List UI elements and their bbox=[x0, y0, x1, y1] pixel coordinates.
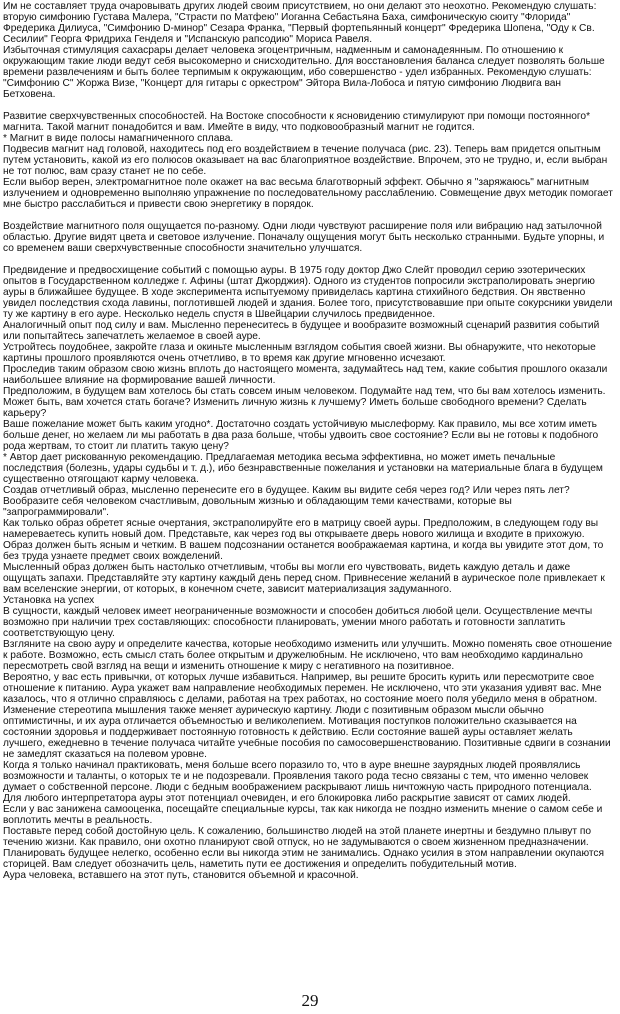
page-number: 29 bbox=[301, 991, 319, 1010]
paragraph: Проследив таким образом свою жизнь вплоть до настоящего момента, задумайтесь над тем, какие события прошлого оказали наибольшее влияние на формирование вашей личности. bbox=[3, 364, 608, 386]
paragraph: Предвидение и предвосхищение событий с помощью ауры. В 1975 году доктор Джо Слейт проводил серию эзотерических опытов в Государственном колледже г. Афины (штат Джорджия). Одного из студентов попросили экстраполировать энергию ауры в ближайшее будущее. В ходе эксперимента испытуемому привиделась картина стихийного бедствия. Он явственно увидел последствия схода лавины, поглотившей людей и здания. Более того, присутствовавшие при опыте сокурсники увидели ту же картину в его ауре. Несколько недель спустя в Швейцарии случилось предвиденное. bbox=[3, 265, 613, 320]
paragraph: Создав отчетливый образ, мысленно перенесите его в будущее. Каким вы видите себя через год? Или через пять лет? Вообразите себя человеком счастливым, довольным жизнью и обладающим теми качествами, которые вы "запрограммировали". bbox=[3, 485, 570, 518]
paragraph: Когда я только начинал практиковать, меня больше всего поразило то, что в ауре внешне заурядных людей проявлялись возможности и таланты, о которых те и не подозревали. Проявления такого рода тесно связаны с тем, что именно человек думает о собственной персоне. Люди с бедным воображением раскрывают лишь ничтожную часть природного потенциала. bbox=[3, 760, 592, 793]
paragraph: Воздействие магнитного поля ощущается по-разному. Одни люди чувствуют расширение поля или вибрацию над затылочной областью. Другие видят цвета и световое излучение. Поначалу ощущения могут быть несколько странными. Будьте упорны, и со временем ваши сверхчувственные способности значительно улучшатся. bbox=[3, 221, 605, 254]
paragraph: Ваше пожелание может быть каким угодно*. Достаточно создать устойчивую мыслеформу. Как правило, мы все хотим иметь больше денег, но желаем ли мы работать в два раза больше, чтобы удвоить свое состояние? Если вы не готовы к подобного рода жертвам, то стоит ли платить такую цену? bbox=[3, 419, 599, 452]
paragraph: Поставьте перед собой достойную цель. К сожалению, большинство людей на этой планете инертны и бездумно плывут по течению жизни. Как правило, они охотно планируют свой отпуск, но не задумываются о своем жизненном предназначении. bbox=[3, 826, 592, 848]
paragraph: Предположим, в будущем вам хотелось бы стать совсем иным человеком. Подумайте над тем, что бы вам хотелось изменить. Может быть, вам хочется стать богаче? Изменить личную жизнь к лучшему? Иметь больше свободного времени? Сделать карьеру? bbox=[3, 386, 606, 419]
paragraph: Развитие сверхчувственных способностей. На Востоке способности к ясновидению стимулируют при помощи постоянного* магнита. Такой магнит понадобится и вам. Имейте в виду, что подковообразный магнит не годится. bbox=[3, 111, 591, 133]
paragraph: Для любого интерпретатора ауры этот потенциал очевиден, и его блокировка либо раскрытие зависят от самих людей. bbox=[3, 793, 571, 804]
paragraph: Аналогичный опыт под силу и вам. Мысленно перенеситесь в будущее и вообразите возможный сценарий развития событий или попытайтесь запечатлеть желаемое в своей ауре. bbox=[3, 320, 600, 342]
paragraph: Если выбор верен, электромагнитное поле окажет на вас весьма благотворный эффект. Обычно я "заряжаюсь" магнитным излучением и одновременно выполняю упражнение по последовательному расслаблению. Совмещение двух методик помогает мне быстро расслабиться и привести свою энергетику в порядок. bbox=[3, 177, 613, 210]
section-heading: Установка на успех bbox=[3, 595, 95, 606]
footnote: * Магнит в виде полосы намагниченного сплава. bbox=[3, 133, 234, 144]
paragraph: Избыточная стимуляция сахасрары делает человека эгоцентричным, надменным и самонадеянным. По отношению к окружающим такие люди ведут себя высокомерно и снисходительно. Для восстановления баланса следует позволять больше времени развлечениям и быть более терпимым к окружающим, ибо совершенство - удел избранных. Рекомендую слушать: "Симфонию С" Жоржа Визе, "Концерт для гитары с оркестром" Эйтора Вила-Лобоса и пятую симфонию Людвига ван Бетховена. bbox=[3, 45, 605, 100]
paragraph: Им не составляет труда очаровывать других людей своим присутствием, но они делают это неохотно. Рекомендую слушать: вторую симфонию Густава Малера, "Страсти по Матфею" Иоганна Себастьяна Баха, симфоническую сюиту "Флорида" Фредерика Дилиуса, "Симфонию D-минор" Сезара Франка, "Первый фортепьянный концерт" Фредерика Шопена, "Оду к Св. Сесилии" Георга Фридриха Генделя и "Испанскую рапсодию" Мориса Равеля. bbox=[3, 1, 597, 45]
paragraph: Устройтесь поудобнее, закройте глаза и окиньте мысленным взглядом события своей жизни. Вы обнаружите, что некоторые картины прошлого проявляются очень отчетливо, в то время как другие мгновенно исчезают. bbox=[3, 342, 596, 364]
paragraph: Подвесив магнит над головой, находитесь под его воздействием в течение получаса (рис. 23). Теперь вам придется опытным путем установить, какой из его полюсов оказывает на вас благоприятное воздействие. Впрочем, это не трудно, и, если выбран не тот полюс, вам сразу станет не по себе. bbox=[3, 144, 608, 177]
paragraph: Вероятно, у вас есть привычки, от которых лучше избавиться. Например, вы решите бросить курить или пересмотрите свое отношение к питанию. Аура укажет вам направление необходимых перемен. Не исключено, что эти указания удивят вас. Мне казалось, что я отлично справляюсь с делами, работая на трех работах, но состояние моего поля убедило меня в обратном. bbox=[3, 672, 602, 705]
body-text bbox=[3, 1, 615, 881]
paragraph: Аура человека, вставшего на этот путь, становится объемной и красочной. bbox=[3, 870, 359, 881]
paragraph: Планировать будущее нелегко, особенно если вы никогда этим не занимались. Однако усилия в этом направлении окупаются сторицей. Вам следует обозначить цель, наметить пути ее достижения и определить побудительный мотив. bbox=[3, 848, 605, 870]
paragraph: Мысленный образ должен быть настолько отчетливым, чтобы вы могли его чувствовать, видеть каждую деталь и даже ощущать запахи. Представляйте эту картину каждый день перед сном. Привнесение желаний в аурическое поле привлекает к вам вселенские энергии, от которых, в конечном счете, зависит материализация задуманного. bbox=[3, 562, 605, 595]
paragraph: В сущности, каждый человек имеет неограниченные возможности и способен добиться любой цели. Осуществление мечты возможно при наличии трех составляющих: способности планировать, умении много работать и готовности заплатить соответствующую цену. bbox=[3, 606, 593, 639]
paragraph: Изменение стереотипа мышления также меняет аурическую картину. Люди с позитивным образом мысли обычно оптимистичны, и их аура отличается объемностью и великолепием. Мотивация поступков положительно сказывается на состоянии здоровья и поддерживает постоянную готовность к действию. Если состояние вашей ауры оставляет желать лучшего, ежедневно в течение получаса читайте учебные пособия по самосовершенствованию. Позитивные сдвиги в сознании не замедлят сказаться на полевом уровне. bbox=[3, 705, 611, 760]
paragraph: Взгляните на свою ауру и определите качества, которые необходимо изменить или улучшить. Можно поменять свое отношение к работе. Возможно, есть смысл стать более открытым и дружелюбным. Не исключено, что вам необходимо кардинально пересмотреть свой взгляд на вещи и изменить отношение к миру с негативного на позитивное. bbox=[3, 639, 613, 672]
paragraph: Если у вас занижена самооценка, посещайте специальные курсы, так как никогда не поздно изменить мнение о самом себе и воплотить мечты в реальность. bbox=[3, 804, 603, 826]
paragraph: Как только образ обретет ясные очертания, экстраполируйте его в матрицу своей ауры. Предположим, в следующем году вы намереваетесь купить новый дом. Представьте, как через год вы открываете дверь нового жилища и входите в прихожую. Образ должен быть ясным и четким. В вашем подсознании останется воображаемая картина, и когда вы увидите этот дом, то без труда узнаете предмет своих вожделений. bbox=[3, 518, 604, 562]
footnote: * Автор дает рискованную рекомендацию. Предлагаемая методика весьма эффективна, но может иметь печальные последствия (болезнь, удары судьбы и т. д.), ибо безнравственные пожелания и установки на материальные блага в будущем существенно отягощают карму человека. bbox=[3, 452, 603, 485]
